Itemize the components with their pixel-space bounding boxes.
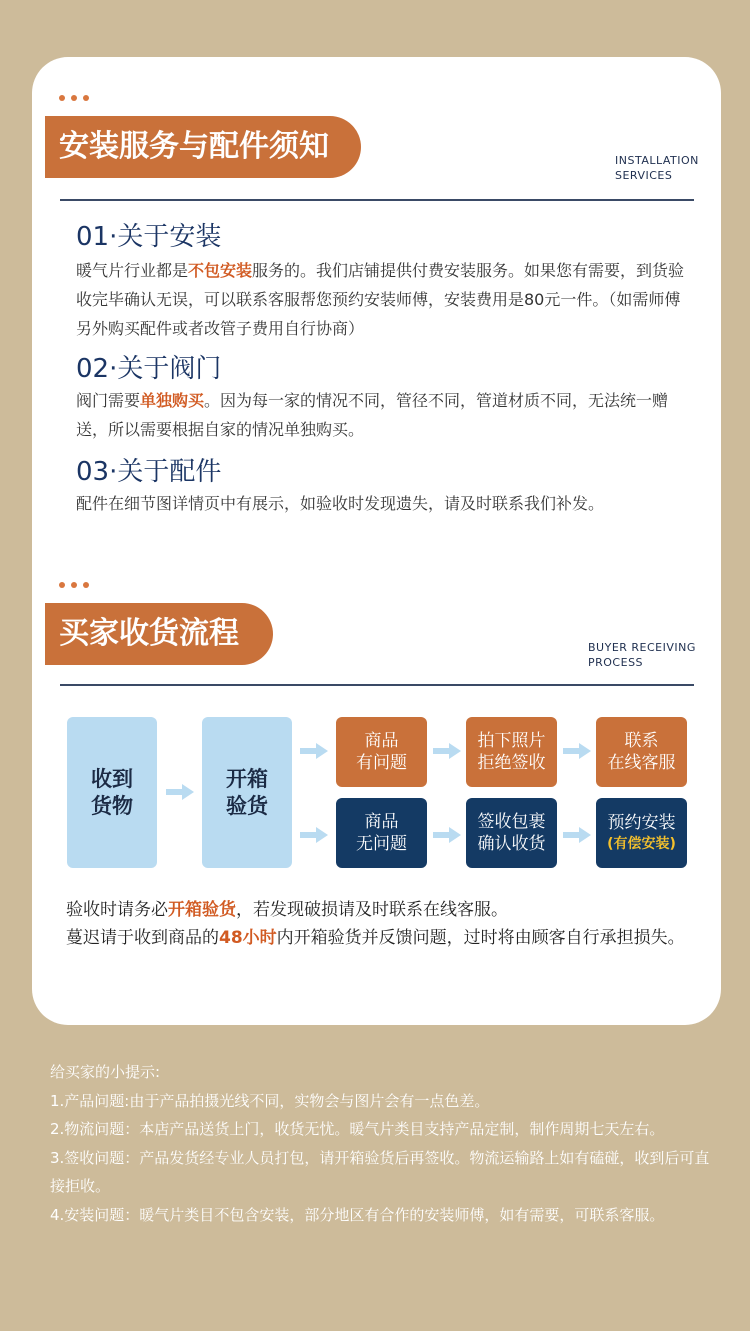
parts-heading: 03·关于配件 (76, 457, 222, 487)
arrow-right-icon (563, 743, 591, 759)
arrow-right-icon (433, 827, 461, 843)
divider (60, 684, 694, 686)
inspection-note: 验收时请务必开箱验货，若发现破损请及时联系在线客服。 (66, 900, 508, 920)
decor-dots (59, 582, 89, 588)
step-goods-problem: 商品 有问题 (336, 717, 427, 787)
highlight-text: 不包安装 (188, 261, 253, 280)
process-section-title: 买家收货流程 (45, 603, 273, 665)
step-goods-ok: 商品 无问题 (336, 798, 427, 868)
highlight-text: 48小时 (219, 928, 277, 948)
install-heading: 01·关于安装 (76, 222, 222, 252)
valve-heading: 02·关于阀门 (76, 354, 222, 384)
tip-item: 3.签收问题：产品发货经专业人员打包，请开箱验货后再签收。物流运输路上如有磕碰，收到后可直接拒收。 (50, 1148, 710, 1195)
step-sign-confirm: 签收包裹 确认收货 (466, 798, 557, 868)
parts-paragraph: 配件在细节图详情页中有展示，如验收时发现遗失，请及时联系我们补发。 (76, 494, 605, 513)
divider (60, 199, 694, 201)
valve-paragraph: 阀门需要单独购买。因为每一家的情况不同，管径不同，管道材质不同，无法统一赠送，所以需要根据自家的情况单独购买。 (76, 391, 669, 439)
arrow-right-icon (300, 827, 328, 843)
highlight-text: 单独购买 (140, 391, 205, 410)
step-photo-reject: 拍下照片 拒绝签收 (466, 717, 557, 787)
tip-item: 4.安装问题：暖气片类目不包含安装，部分地区有合作的安装师傅，如有需要，可联系客服。 (50, 1205, 665, 1224)
step-contact-service: 联系 在线客服 (596, 717, 687, 787)
tip-item: 1.产品问题:由于产品拍摄光线不同，实物会与图片会有一点色差。 (50, 1091, 490, 1110)
paid-install-tag: (有偿安装) (607, 836, 676, 852)
tip-item: 2.物流问题：本店产品送货上门，收货无忧。暖气片类目支持产品定制，制作周期七天左右。 (50, 1120, 665, 1138)
decor-dots (59, 95, 89, 101)
install-paragraph: 暖气片行业都是不包安装服务的。我们店铺提供付费安装服务。如果您有需要，到货验收完毕确认无误，可以联系客服帮您预约安装师傅，安装费用是80元一件。（如需师傅另外购买配件或者改管子费用自行协商） (76, 261, 685, 338)
highlight-text: 开箱验货 (168, 900, 236, 920)
buyer-tips (50, 1058, 720, 1229)
step-book-install: 预约安装 (有偿安装) (596, 798, 687, 868)
step-unbox-inspect: 开箱 验货 (202, 717, 292, 868)
arrow-right-icon (563, 827, 591, 843)
install-section-title: 安装服务与配件须知 (45, 116, 361, 178)
arrow-right-icon (433, 743, 461, 759)
install-section-en-label: INSTALLATION SERVICES (615, 154, 699, 182)
arrow-right-icon (300, 743, 328, 759)
process-section-en-label: BUYER RECEIVING PROCESS (588, 641, 696, 669)
arrow-right-icon (166, 784, 194, 800)
tips-title: 给买家的小提示: (50, 1063, 161, 1081)
info-card (32, 57, 721, 1025)
deadline-note: 蔓迟请于收到商品的48小时内开箱验货并反馈问题，过时将由顾客自行承担损失。 (66, 928, 685, 948)
step-receive-goods: 收到 货物 (67, 717, 157, 868)
